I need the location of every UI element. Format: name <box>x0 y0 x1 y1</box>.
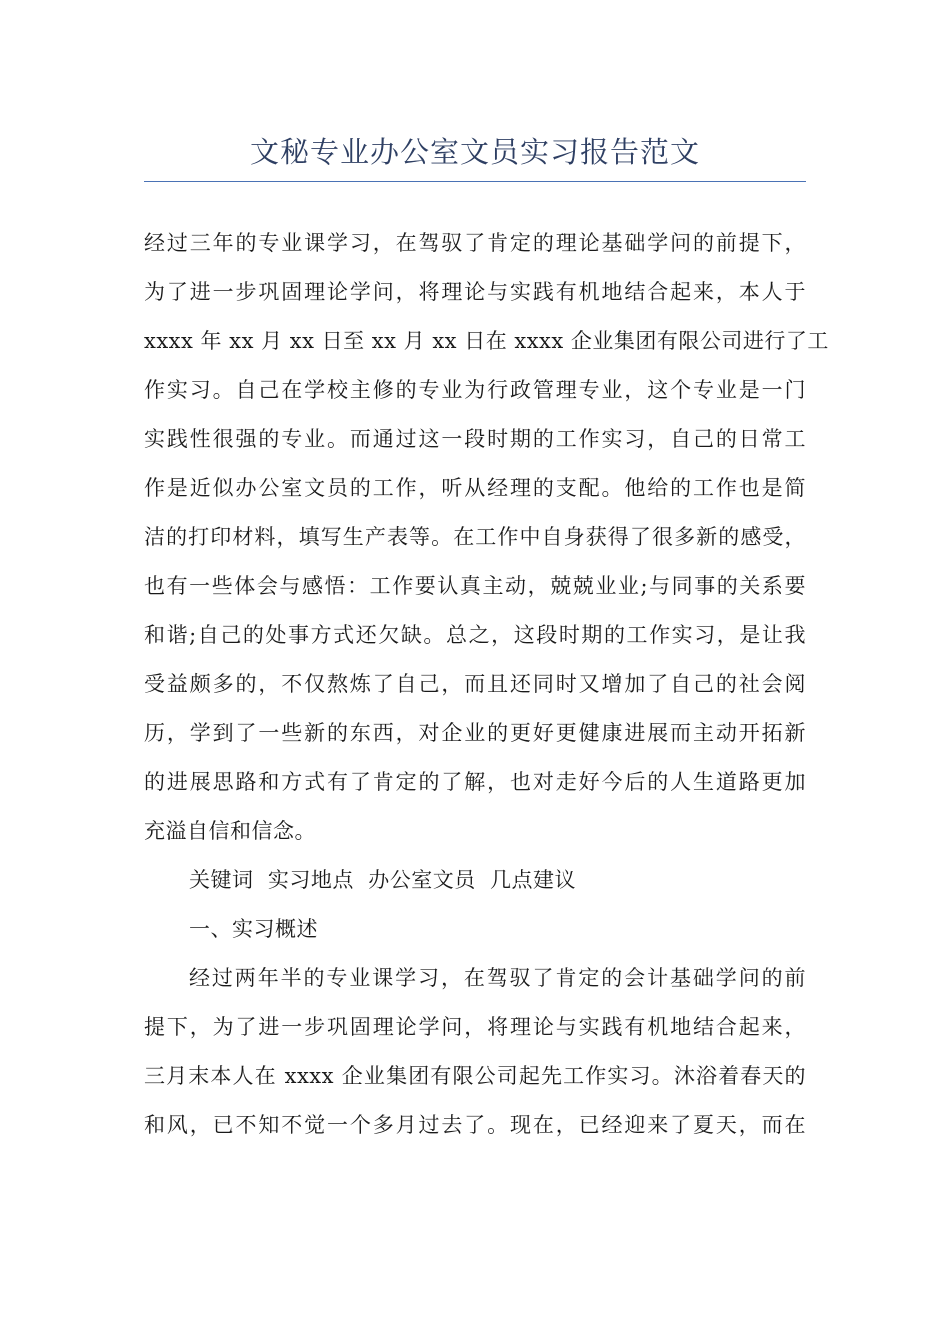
section-line: 经过两年半的专业课学习，在驾驭了肯定的会计基础学问的前 <box>189 966 806 990</box>
abstract-line: 实践性很强的专业。而通过这一段时期的工作实习，自己的日常工 <box>144 427 806 451</box>
document-title: 文秘专业办公室文员实习报告范文 <box>249 135 700 169</box>
section-line: 和风，已不知不觉一个多月过去了。现在，已经迎来了夏天，而在 <box>144 1113 806 1137</box>
abstract-line: 作实习。自己在学校主修的专业为行政管理专业，这个专业是一门 <box>144 378 806 402</box>
abstract-line: 和谐;自己的处事方式还欠缺。总之，这段时期的工作实习，是让我 <box>144 623 806 647</box>
section-line: 提下，为了进一步巩固理论学问，将理论与实践有机地结合起来， <box>144 1015 806 1039</box>
abstract-line: 受益颇多的，不仅熬炼了自己，而且还同时又增加了自己的社会阅 <box>144 672 806 696</box>
abstract-line: 也有一些体会与感悟：工作要认真主动，兢兢业业;与同事的关系要 <box>144 574 806 598</box>
abstract-line: xxxx 年 xx 月 xx 日至 xx 月 xx 日在 xxxx 企业集团有限公司进行了工 <box>144 329 829 353</box>
abstract-line: 的进展思路和方式有了肯定的了解，也对走好今后的人生道路更加 <box>144 770 806 794</box>
abstract-line: 经过三年的专业课学习，在驾驭了肯定的理论基础学问的前提下， <box>144 231 806 255</box>
abstract-line: 作是近似办公室文员的工作，听从经理的支配。他给的工作也是简 <box>144 476 806 500</box>
abstract-line: 为了进一步巩固理论学问，将理论与实践有机地结合起来，本人于 <box>144 280 806 304</box>
abstract-line: 充溢自信和信念。 <box>144 819 316 843</box>
section-heading: 一、实习概述 <box>189 917 318 941</box>
abstract-line: 洁的打印材料，填写生产表等。在工作中自身获得了很多新的感受， <box>144 525 806 549</box>
keywords-line: 关键词 实习地点 办公室文员 几点建议 <box>189 868 577 892</box>
abstract-line: 历，学到了一些新的东西，对企业的更好更健康进展而主动开拓新 <box>144 721 806 745</box>
title-underline <box>144 181 806 182</box>
section-line: 三月末本人在 xxxx 企业集团有限公司起先工作实习。沐浴着春天的 <box>144 1064 806 1088</box>
